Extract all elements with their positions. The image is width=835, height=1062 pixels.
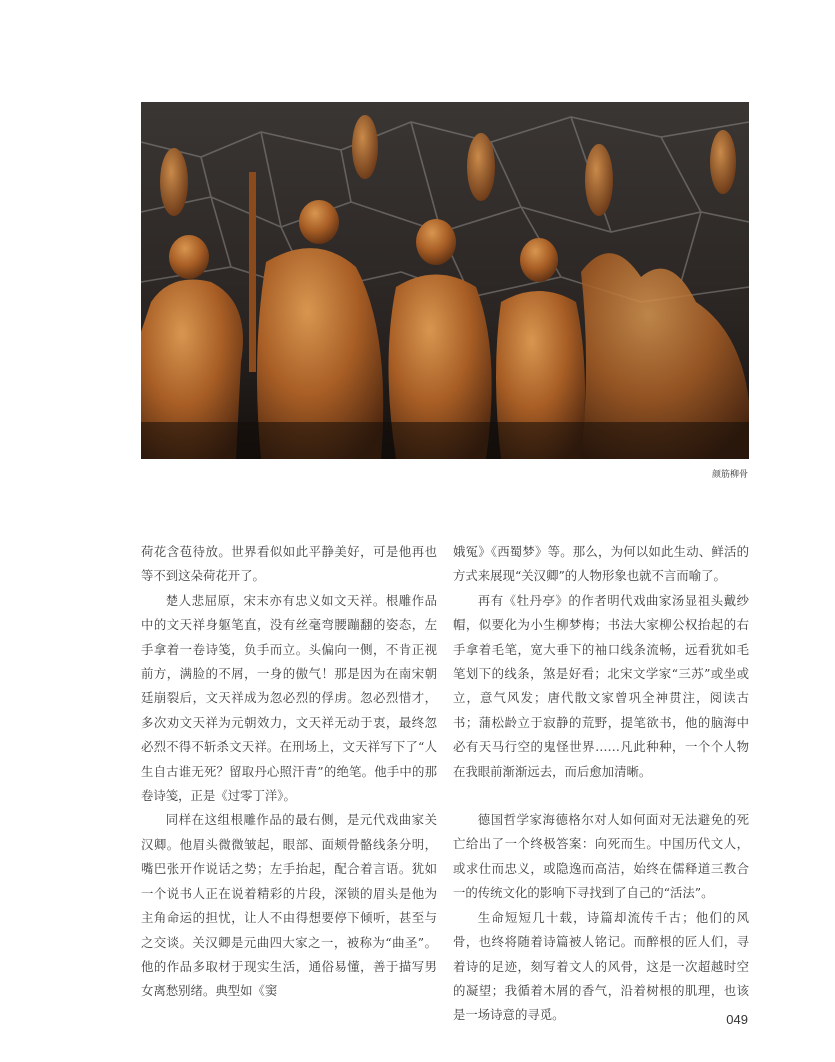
paragraph: 再有《牡丹亭》的作者明代戏曲家汤显祖头戴纱帽，似要化为小生柳梦梅；书法大家柳公权抬起的右手拿着毛笔，宽大垂下的袖口线条流畅，远看犹如毛笔划下的线条，煞是好看；北宋文学家“三苏”或坐或立，意气风发；唐代散文家曾巩全神贯注，阅读古书；蒲松龄立于寂静的荒野，提笔欲书，他的脑海中必有天马行空的鬼怪世界……凡此种种，一个个人物在我眼前渐渐远去，而后愈加清晰。 <box>453 592 749 779</box>
page-number: 049 <box>726 1012 748 1027</box>
paragraph: 荷花含苞待放。世界看似如此平静美好，可是他再也等不到这朵荷花开了。 <box>141 544 437 584</box>
left-text-column <box>141 540 437 1004</box>
right-text-column <box>453 540 749 1028</box>
paragraph: 楚人悲屈原，宋末亦有忠义如文天祥。根雕作品中的文天祥身躯笔直，没有丝毫弯腰蹦翻的姿态，左手拿着一卷诗笺，负手而立。头偏向一侧，不肯正视前方，满脸的不屑，一身的傲气！那是因为在南宋朝廷崩裂后，文天祥成为忽必烈的俘虏。忽必烈惜才，多次劝文天祥为元朝效力，文天祥无动于衷，最终忽必烈不得不斩杀文天祥。在刑场上，文天祥写下了“人生自古谁无死？留取丹心照汗青”的绝笔。他手中的那卷诗笺，正是《过零丁洋》。 <box>141 592 437 804</box>
photo-caption: 颜筋柳骨 <box>711 469 748 479</box>
paragraph: 同样在这组根雕作品的最右侧，是元代戏曲家关汉卿。他眉头微微皱起，眼部、面颊骨骼线条分明，嘴巴张开作说话之势；左手抬起，配合着言语。犹如一个说书人正在说着精彩的片段，深锁的眉头是他为主角命运的担忧，让人不由得想要停下倾听，甚至与之交谈。关汉卿是元曲四大家之一，被称为“曲圣”。他的作品多取材于现实生活，通俗易懂，善于描写男女离愁别绪。典型如《窦 <box>141 812 437 999</box>
section-gap <box>453 784 749 808</box>
photo-illustration <box>141 102 749 459</box>
wood-carving-photo <box>141 102 749 459</box>
paragraph: 生命短短几十载，诗篇却流传千古；他们的风骨，也终将随着诗篇被人铭记。而醉根的匠人们，寻着诗的足迹，刻写着文人的风骨，这是一次超越时空的凝望；我循着木屑的香气，沿着树根的肌理，也该是一场诗意的寻觅。 <box>453 909 749 1023</box>
paragraph: 娥冤》《西蜀梦》等。那么，为何以如此生动、鲜活的方式来展现“关汉卿”的人物形象也就不言而喻了。 <box>453 544 749 584</box>
paragraph: 德国哲学家海德格尔对人如何面对无法避免的死亡给出了一个终极答案：向死而生。中国历代文人，或求仕而忠义，或隐逸而高洁，始终在儒释道三教合一的传统文化的影响下寻找到了自己的“活法”。 <box>453 812 749 901</box>
